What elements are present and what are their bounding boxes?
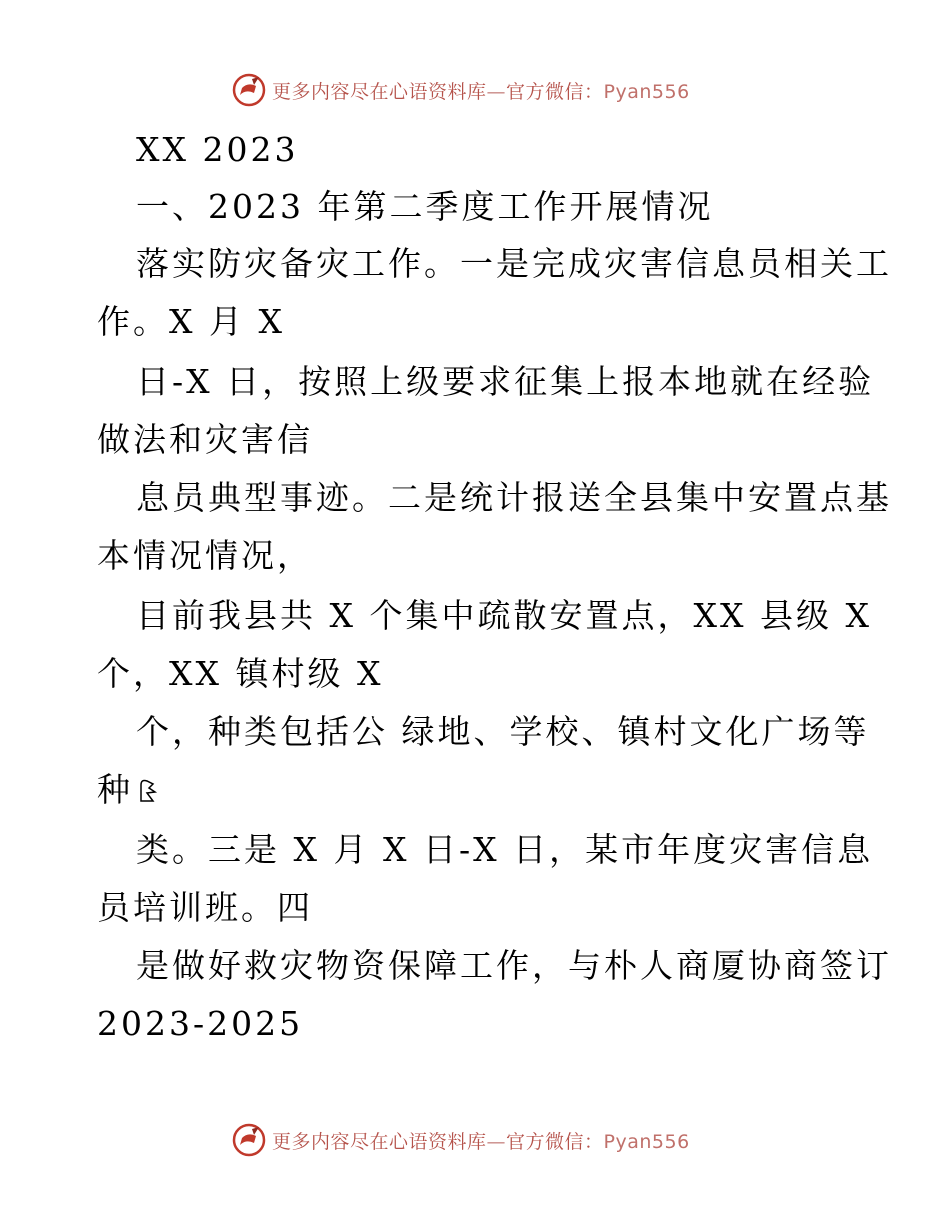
book-pen-logo-icon: [232, 73, 266, 107]
body-line-2: 一、2023 年第二季度工作开展情况: [136, 187, 714, 226]
footer-banner: [232, 1122, 690, 1158]
body-line-10: 个，XX 镇村级 X: [97, 654, 384, 693]
body-line-14: 员培训班。四: [97, 888, 313, 927]
header-banner-text: 更多内容尽在心语资料库—官方微信：Pyan556: [272, 80, 690, 103]
body-line-8: 本情况情况，: [97, 536, 313, 575]
body-line-3: 落实防灾备灾工作。一是完成灾害信息员相关工: [136, 244, 892, 283]
broken-glyph-icon: [135, 775, 161, 805]
footer-banner-text: 更多内容尽在心语资料库—官方微信：Pyan556: [272, 1130, 690, 1153]
body-line-7: 息员典型事迹。二是统计报送全县集中安置点基: [136, 478, 892, 517]
body-line-13: 类。三是 X 月 X 日-X 日，某市年度灾害信息: [136, 830, 874, 869]
body-line-11: 个，种类包括公 绿地、学校、镇村文化广场等: [136, 712, 870, 751]
body-line-1: XX 2023: [136, 130, 299, 169]
body-line-4: 作。X 月 X: [97, 302, 285, 341]
header-banner: [232, 72, 690, 108]
body-line-5: 日-X 日，按照上级要求征集上报本地就在经验: [136, 362, 875, 401]
body-line-16: 2023-2025: [97, 1004, 304, 1043]
body-line-6: 做法和灾害信: [97, 420, 313, 459]
body-line-15: 是做好救灾物资保障工作，与朴人商厦协商签订: [136, 946, 892, 985]
body-line-9: 目前我县共 X 个集中疏散安置点，XX 县级 X: [136, 596, 872, 635]
book-pen-logo-icon: [232, 1123, 266, 1157]
body-line-12: 种: [97, 770, 161, 810]
